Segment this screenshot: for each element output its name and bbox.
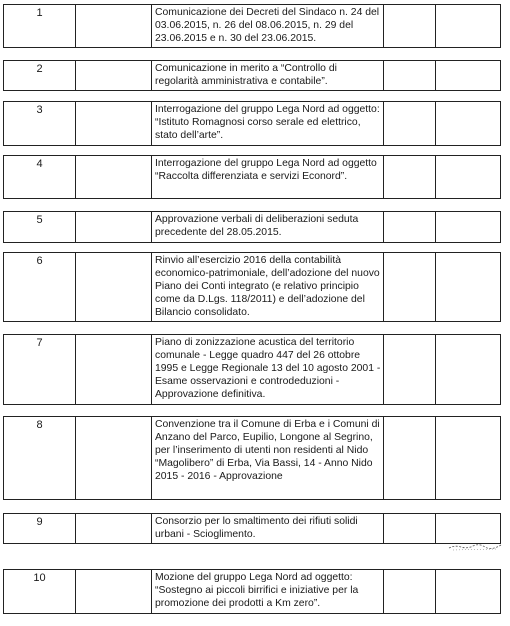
blank-cell — [76, 5, 152, 47]
blank-cell — [76, 514, 152, 543]
item-description: Rinvio all’esercizio 2016 della contabilità economico-patrimoniale, dell’adozione del nuovo Piano dei Conti integrato (e relativo principio come da D.Lgs. 118/2011) e dell’adozione del Bilancio consolidato. — [152, 253, 384, 321]
agenda-item-7 — [3, 334, 501, 405]
blank-cell — [436, 417, 500, 499]
item-number: 2 — [4, 61, 76, 90]
blank-cell — [384, 570, 436, 613]
blank-cell — [436, 5, 500, 47]
blank-cell — [384, 514, 436, 543]
agenda-item-6 — [3, 252, 501, 322]
blank-cell — [384, 61, 436, 90]
blank-cell — [76, 156, 152, 198]
agenda-item-5 — [3, 211, 501, 243]
item-description: Interrogazione del gruppo Lega Nord ad oggetto “Raccolta differenziata e servizi Econord”. — [152, 156, 384, 198]
blank-cell — [76, 570, 152, 613]
blank-cell — [76, 253, 152, 321]
blank-cell — [436, 156, 500, 198]
agenda-item-3 — [3, 101, 501, 146]
agenda-item-10 — [3, 569, 501, 614]
blank-cell — [436, 61, 500, 90]
blank-cell — [436, 514, 500, 543]
item-description: Approvazione verbali di deliberazioni seduta precedente del 28.05.2015. — [152, 212, 384, 242]
blank-cell — [384, 102, 436, 145]
blank-cell — [76, 102, 152, 145]
item-number: 10 — [4, 570, 76, 613]
blank-cell — [76, 335, 152, 404]
item-number: 5 — [4, 212, 76, 242]
agenda-item-8 — [3, 416, 501, 500]
item-description: Piano di zonizzazione acustica del territorio comunale - Legge quadro 447 del 26 ottobre 1995 e Legge Regionale 13 del 10 agosto 2001 - Esame osservazioni e controdeduzioni - Approvazione definitiva. — [152, 335, 384, 404]
item-description: Comunicazione in merito a “Controllo di regolarità amministrativa e contabile”. — [152, 61, 384, 90]
agenda-item-2 — [3, 60, 501, 91]
blank-cell — [384, 212, 436, 242]
item-number: 4 — [4, 156, 76, 198]
item-number: 6 — [4, 253, 76, 321]
agenda-item-1 — [3, 4, 501, 48]
item-number: 7 — [4, 335, 76, 404]
blank-cell — [384, 417, 436, 499]
item-number: 3 — [4, 102, 76, 145]
item-description: Comunicazione dei Decreti del Sindaco n. 24 del 03.06.2015, n. 26 del 08.06.2015, n. 29 del 23.06.2015 e n. 30 del 23.06.2015. — [152, 5, 384, 47]
blank-cell — [436, 570, 500, 613]
blank-cell — [384, 253, 436, 321]
blank-cell — [436, 253, 500, 321]
blank-cell — [384, 335, 436, 404]
item-description: Convenzione tra il Comune di Erba e i Comuni di Anzano del Parco, Eupilio, Longone al Segrino, per l’inserimento di utenti non residenti al Nido “Magolibero” di Erba, Via Bassi, 14 - Anno Nido 2015 - 2016 - Approvazione — [152, 417, 384, 499]
item-number: 9 — [4, 514, 76, 543]
pen-mark — [447, 540, 503, 552]
blank-cell — [76, 61, 152, 90]
blank-cell — [436, 335, 500, 404]
blank-cell — [436, 102, 500, 145]
blank-cell — [384, 5, 436, 47]
blank-cell — [76, 417, 152, 499]
item-description: Consorzio per lo smaltimento dei rifiuti solidi urbani - Scioglimento. — [152, 514, 384, 543]
agenda-item-9 — [3, 513, 501, 544]
agenda-item-4 — [3, 155, 501, 199]
item-number: 8 — [4, 417, 76, 499]
blank-cell — [384, 156, 436, 198]
item-description: Interrogazione del gruppo Lega Nord ad oggetto: “Istituto Romagnosi corso serale ed elettrico, stato dell’arte”. — [152, 102, 384, 145]
blank-cell — [436, 212, 500, 242]
blank-cell — [76, 212, 152, 242]
item-number: 1 — [4, 5, 76, 47]
item-description: Mozione del gruppo Lega Nord ad oggetto: “Sostegno ai piccoli birrifici e iniziative per la promozione dei prodotti a Km zero”. — [152, 570, 384, 613]
